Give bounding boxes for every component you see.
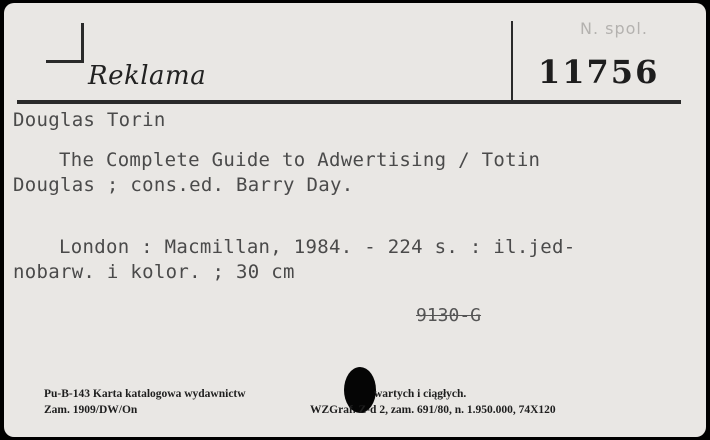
title-line-2: Douglas ; cons.ed. Barry Day. [13,174,354,196]
imprint-line-1: London : Macmillan, 1984. - 224 s. : il.jed- [59,236,576,258]
footer-line-1-left: Pu-B-143 Karta katalogowa wydawnictw [44,388,246,400]
footer-line-1-right: wartych i ciągłych. [374,388,467,400]
header-rule [17,100,681,104]
imprint-line-2: nobarw. i kolor. ; 30 cm [13,261,295,283]
header-divider [511,21,513,103]
footer-line-2-right: WZGraf. Z-d 2, zam. 691/80, n. 1.950.000, 74X120 [310,404,556,416]
price-code: 9130-G [416,305,482,326]
subject-heading: Reklama [88,61,207,91]
corner-mark-vertical [81,23,84,63]
catalog-card [4,3,706,437]
title-line-1: The Complete Guide to Adwertising / Totin [59,149,541,171]
call-number: 11756 [538,53,660,91]
footer-line-2-left: Zam. 1909/DW/On [44,404,138,416]
author-line: Douglas Torin [13,109,166,131]
faint-stamp: N. spol. [580,19,648,38]
corner-mark-horizontal [46,60,84,63]
